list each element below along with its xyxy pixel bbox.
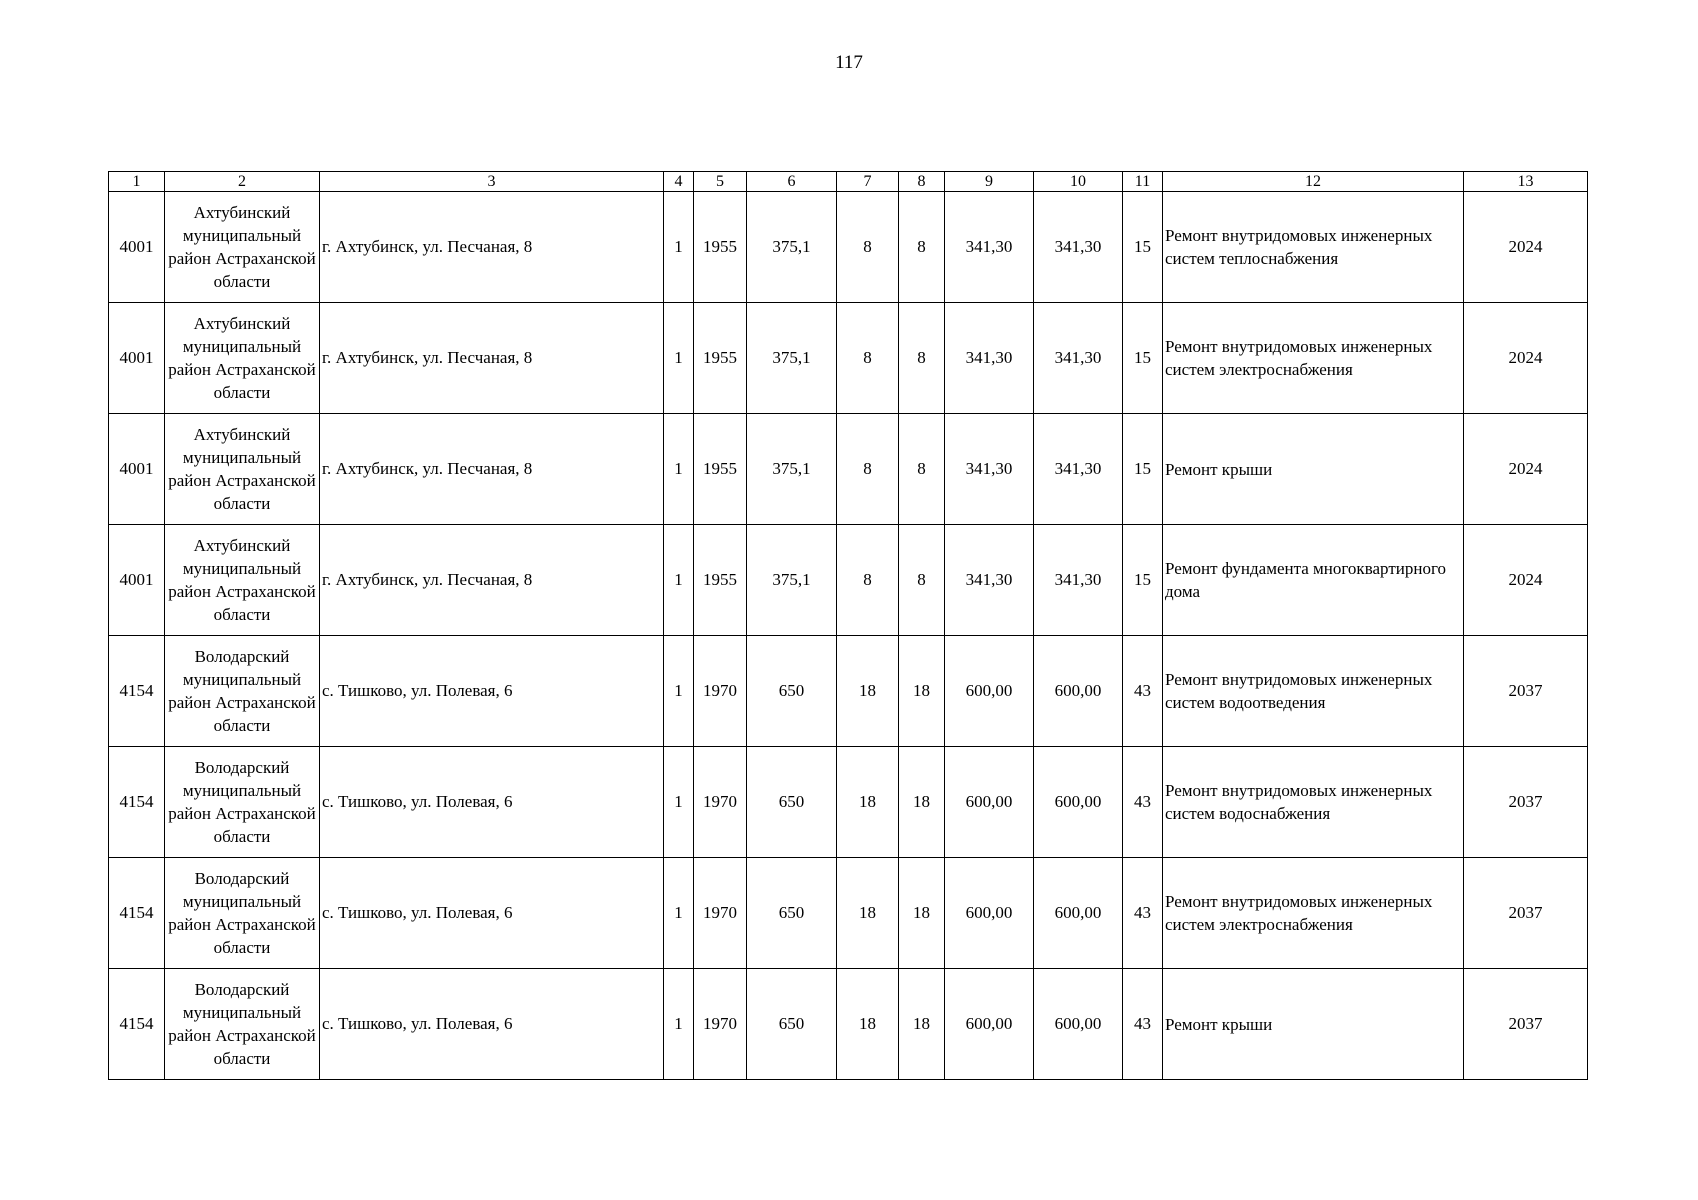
table-row bbox=[109, 414, 1588, 525]
cell-id: 4001 bbox=[109, 414, 165, 525]
cell-col11: 43 bbox=[1123, 969, 1163, 1080]
cell-address: г. Ахтубинск, ул. Песчаная, 8 bbox=[320, 525, 664, 636]
cell-col10: 341,30 bbox=[1034, 303, 1123, 414]
header-row bbox=[109, 172, 1588, 192]
cell-year: 1970 bbox=[694, 969, 747, 1080]
cell-col7: 8 bbox=[837, 525, 899, 636]
cell-work-type: Ремонт внутридомовых инженерных систем теплоснабжения bbox=[1163, 192, 1464, 303]
cell-area: 650 bbox=[747, 858, 837, 969]
cell-col4: 1 bbox=[664, 303, 694, 414]
cell-plan-year: 2024 bbox=[1464, 303, 1588, 414]
cell-col7: 8 bbox=[837, 414, 899, 525]
cell-col11: 15 bbox=[1123, 303, 1163, 414]
cell-area: 650 bbox=[747, 969, 837, 1080]
cell-plan-year: 2037 bbox=[1464, 636, 1588, 747]
table-row bbox=[109, 192, 1588, 303]
column-header: 11 bbox=[1123, 172, 1163, 192]
column-header: 13 bbox=[1464, 172, 1588, 192]
cell-address: г. Ахтубинск, ул. Песчаная, 8 bbox=[320, 303, 664, 414]
cell-col8: 18 bbox=[899, 969, 945, 1080]
cell-col11: 43 bbox=[1123, 636, 1163, 747]
cell-col7: 8 bbox=[837, 192, 899, 303]
column-header: 6 bbox=[747, 172, 837, 192]
cell-col9: 600,00 bbox=[945, 969, 1034, 1080]
cell-district: Ахтубинский муниципальный район Астраханской области bbox=[165, 525, 320, 636]
cell-district: Ахтубинский муниципальный район Астраханской области bbox=[165, 414, 320, 525]
cell-col8: 18 bbox=[899, 747, 945, 858]
cell-col7: 18 bbox=[837, 636, 899, 747]
cell-col10: 341,30 bbox=[1034, 525, 1123, 636]
cell-year: 1970 bbox=[694, 636, 747, 747]
cell-plan-year: 2024 bbox=[1464, 192, 1588, 303]
column-header: 8 bbox=[899, 172, 945, 192]
column-header: 5 bbox=[694, 172, 747, 192]
column-header: 7 bbox=[837, 172, 899, 192]
cell-col9: 341,30 bbox=[945, 525, 1034, 636]
cell-plan-year: 2024 bbox=[1464, 525, 1588, 636]
cell-area: 375,1 bbox=[747, 414, 837, 525]
table-row bbox=[109, 747, 1588, 858]
cell-col9: 341,30 bbox=[945, 303, 1034, 414]
cell-district: Ахтубинский муниципальный район Астраханской области bbox=[165, 303, 320, 414]
cell-year: 1970 bbox=[694, 858, 747, 969]
cell-col10: 600,00 bbox=[1034, 969, 1123, 1080]
cell-id: 4154 bbox=[109, 858, 165, 969]
column-header: 10 bbox=[1034, 172, 1123, 192]
table-row bbox=[109, 525, 1588, 636]
cell-col11: 15 bbox=[1123, 525, 1163, 636]
cell-area: 650 bbox=[747, 747, 837, 858]
column-header: 1 bbox=[109, 172, 165, 192]
cell-col9: 341,30 bbox=[945, 414, 1034, 525]
repair-register-table bbox=[108, 171, 1588, 1080]
cell-col10: 600,00 bbox=[1034, 636, 1123, 747]
cell-plan-year: 2037 bbox=[1464, 969, 1588, 1080]
column-header: 3 bbox=[320, 172, 664, 192]
table-row bbox=[109, 636, 1588, 747]
cell-col11: 43 bbox=[1123, 747, 1163, 858]
cell-plan-year: 2037 bbox=[1464, 858, 1588, 969]
column-header: 12 bbox=[1163, 172, 1464, 192]
cell-address: с. Тишково, ул. Полевая, 6 bbox=[320, 747, 664, 858]
cell-col7: 8 bbox=[837, 303, 899, 414]
cell-col4: 1 bbox=[664, 192, 694, 303]
cell-address: г. Ахтубинск, ул. Песчаная, 8 bbox=[320, 192, 664, 303]
cell-work-type: Ремонт внутридомовых инженерных систем водоотведения bbox=[1163, 636, 1464, 747]
cell-plan-year: 2037 bbox=[1464, 747, 1588, 858]
cell-id: 4154 bbox=[109, 747, 165, 858]
cell-district: Володарский муниципальный район Астраханской области bbox=[165, 858, 320, 969]
cell-district: Володарский муниципальный район Астраханской области bbox=[165, 969, 320, 1080]
cell-id: 4001 bbox=[109, 525, 165, 636]
cell-address: с. Тишково, ул. Полевая, 6 bbox=[320, 636, 664, 747]
column-header: 4 bbox=[664, 172, 694, 192]
cell-col4: 1 bbox=[664, 858, 694, 969]
cell-col4: 1 bbox=[664, 525, 694, 636]
cell-col10: 341,30 bbox=[1034, 414, 1123, 525]
cell-col7: 18 bbox=[837, 858, 899, 969]
column-header: 2 bbox=[165, 172, 320, 192]
cell-address: с. Тишково, ул. Полевая, 6 bbox=[320, 969, 664, 1080]
cell-col11: 15 bbox=[1123, 414, 1163, 525]
cell-work-type: Ремонт внутридомовых инженерных систем электроснабжения bbox=[1163, 858, 1464, 969]
cell-id: 4154 bbox=[109, 636, 165, 747]
table-row bbox=[109, 858, 1588, 969]
cell-col9: 341,30 bbox=[945, 192, 1034, 303]
cell-area: 375,1 bbox=[747, 192, 837, 303]
cell-year: 1955 bbox=[694, 414, 747, 525]
cell-year: 1955 bbox=[694, 192, 747, 303]
cell-year: 1955 bbox=[694, 303, 747, 414]
cell-col10: 600,00 bbox=[1034, 747, 1123, 858]
column-header: 9 bbox=[945, 172, 1034, 192]
cell-address: г. Ахтубинск, ул. Песчаная, 8 bbox=[320, 414, 664, 525]
cell-area: 375,1 bbox=[747, 525, 837, 636]
cell-col10: 341,30 bbox=[1034, 192, 1123, 303]
cell-address: с. Тишково, ул. Полевая, 6 bbox=[320, 858, 664, 969]
cell-plan-year: 2024 bbox=[1464, 414, 1588, 525]
cell-col11: 43 bbox=[1123, 858, 1163, 969]
cell-col8: 8 bbox=[899, 192, 945, 303]
cell-year: 1970 bbox=[694, 747, 747, 858]
cell-work-type: Ремонт крыши bbox=[1163, 414, 1464, 525]
cell-col9: 600,00 bbox=[945, 858, 1034, 969]
cell-work-type: Ремонт внутридомовых инженерных систем электроснабжения bbox=[1163, 303, 1464, 414]
cell-col8: 18 bbox=[899, 636, 945, 747]
cell-col7: 18 bbox=[837, 969, 899, 1080]
cell-area: 650 bbox=[747, 636, 837, 747]
page-number: 117 bbox=[835, 52, 863, 73]
cell-district: Ахтубинский муниципальный район Астраханской области bbox=[165, 192, 320, 303]
cell-col8: 18 bbox=[899, 858, 945, 969]
cell-year: 1955 bbox=[694, 525, 747, 636]
cell-col10: 600,00 bbox=[1034, 858, 1123, 969]
cell-id: 4154 bbox=[109, 969, 165, 1080]
cell-col4: 1 bbox=[664, 636, 694, 747]
table-row bbox=[109, 969, 1588, 1080]
cell-col8: 8 bbox=[899, 414, 945, 525]
cell-col9: 600,00 bbox=[945, 636, 1034, 747]
cell-col9: 600,00 bbox=[945, 747, 1034, 858]
cell-id: 4001 bbox=[109, 303, 165, 414]
cell-district: Володарский муниципальный район Астраханской области bbox=[165, 747, 320, 858]
cell-district: Володарский муниципальный район Астраханской области bbox=[165, 636, 320, 747]
cell-col4: 1 bbox=[664, 414, 694, 525]
cell-col8: 8 bbox=[899, 303, 945, 414]
cell-work-type: Ремонт внутридомовых инженерных систем водоснабжения bbox=[1163, 747, 1464, 858]
cell-work-type: Ремонт фундамента многоквартирного дома bbox=[1163, 525, 1464, 636]
cell-col4: 1 bbox=[664, 969, 694, 1080]
table-row bbox=[109, 303, 1588, 414]
cell-work-type: Ремонт крыши bbox=[1163, 969, 1464, 1080]
cell-col8: 8 bbox=[899, 525, 945, 636]
cell-col4: 1 bbox=[664, 747, 694, 858]
cell-col7: 18 bbox=[837, 747, 899, 858]
cell-area: 375,1 bbox=[747, 303, 837, 414]
cell-id: 4001 bbox=[109, 192, 165, 303]
cell-col11: 15 bbox=[1123, 192, 1163, 303]
